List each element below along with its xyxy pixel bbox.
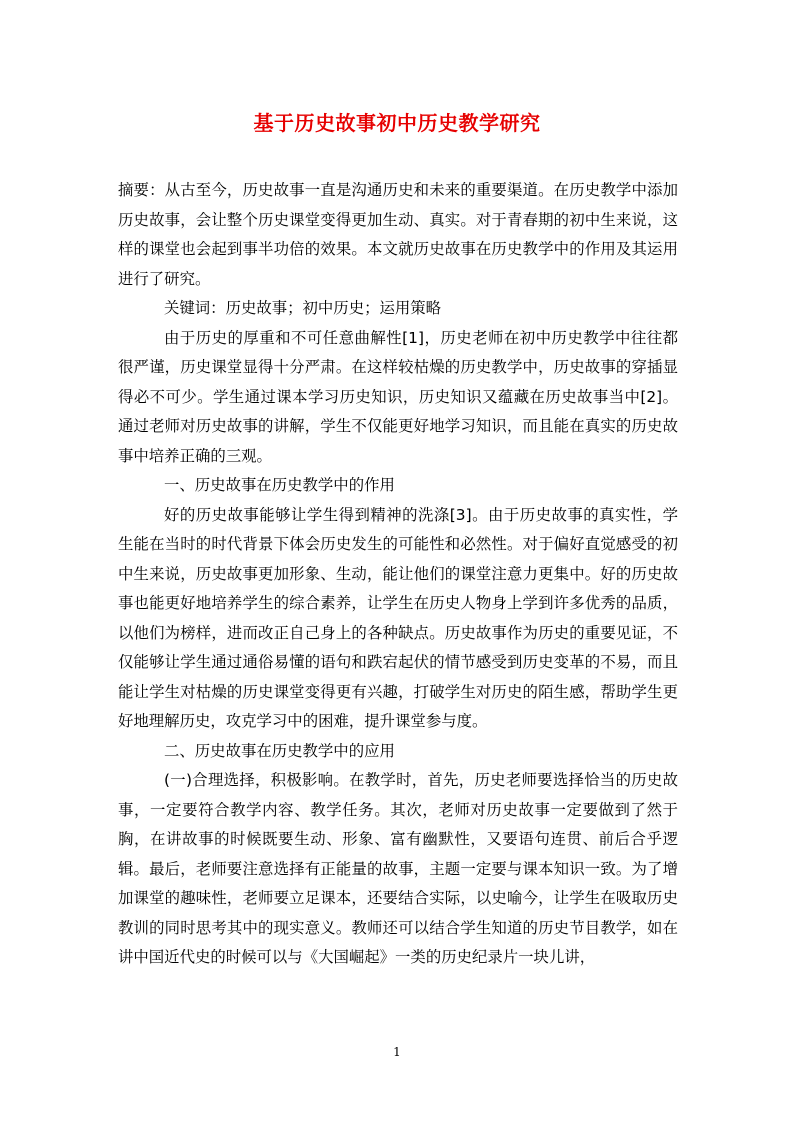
section-2-paragraph: (一)合理选择，积极影响。在教学时，首先，历史老师要选择恰当的历史故事，一定要符合教学内容、教学任务。其次，老师对历史故事一定要做到了然于胸，在讲故事的时候既要生动、形象、富有幽默性，又要语句连贯、前后合乎逻辑。最后，老师要注意选择有正能量的故事，主题一定要与课本知识一致。为了增加课堂的趣味性，老师要立足课本，还要结合实际，以史喻今，让学生在吸取历史教训的同时思考其中的现实意义。教师还可以结合学生知道的历史节目教学，如在讲中国近代史的时候可以与《大国崛起》一类的历史纪录片一块儿讲， <box>118 771 678 966</box>
section-heading-2: 二、历史故事在历史教学中的应用 <box>164 741 395 760</box>
intro-paragraph: 由于历史的厚重和不可任意曲解性[1]，历史老师在初中历史教学中往往都很严谨，历史课堂显得十分严肃。在这样较枯燥的历史教学中，历史故事的穿插显得必不可少。学生通过课本学习历史知识，历史知识又蕴藏在历史故事当中[2]。通过老师对历史故事的讲解，学生不仅能更好地学习知识，而且能在真实的历史故事中培养正确的三观。 <box>118 328 678 465</box>
document-body <box>118 176 678 973</box>
document-title: 基于历史故事初中历史教学研究 <box>253 111 541 135</box>
abstract-paragraph: 摘要：从古至今，历史故事一直是沟通历史和未来的重要渠道。在历史教学中添加历史故事，会让整个历史课堂变得更加生动、真实。对于青春期的初中生来说，这样的课堂也会起到事半功倍的效果。本文就历史故事在历史教学中的作用及其运用进行了研究。 <box>118 181 678 288</box>
keywords-paragraph: 关键词：历史故事；初中历史；运用策略 <box>164 299 442 317</box>
page-number: 1 <box>393 1045 401 1059</box>
section-1-paragraph: 好的历史故事能够让学生得到精神的洗涤[3]。由于历史故事的真实性，学生能在当时的时代背景下体会历史发生的可能性和必然性。对于偏好直觉感受的初中生来说，历史故事更加形象、生动，能让他们的课堂注意力更集中。好的历史故事也能更好地培养学生的综合素养，让学生在历史人物身上学到许多优秀的品质，以他们为榜样，进而改正自己身上的各种缺点。历史故事作为历史的重要见证，不仅能够让学生通过通俗易懂的语句和跌宕起伏的情节感受到历史变革的不易，而且能让学生对枯燥的历史课堂变得更有兴趣，打破学生对历史的陌生感，帮助学生更好地理解历史，攻克学习中的困难，提升课堂参与度。 <box>118 505 678 730</box>
section-heading-1: 一、历史故事在历史教学中的作用 <box>164 476 395 494</box>
